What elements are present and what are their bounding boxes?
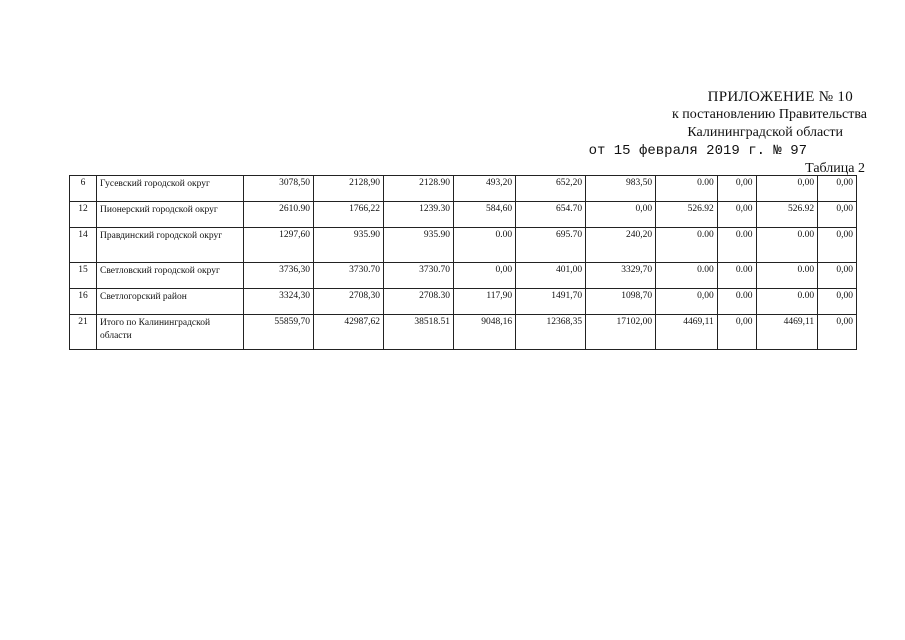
cell: 526.92 [756,202,818,228]
cell: 584,60 [453,202,515,228]
row-name: Светлогорский район [97,289,244,315]
row-name: Итого по Калининградской области [97,315,244,350]
cell: 0,00 [717,176,756,202]
row-number: 21 [70,315,97,350]
cell: 0.00 [656,228,718,263]
row-name: Пионерский городской округ [97,202,244,228]
table-label: Таблица 2 [805,161,865,176]
cell: 4469,11 [756,315,818,350]
cell: 17102,00 [586,315,656,350]
cell: 0.00 [453,228,515,263]
cell: 3078,50 [244,176,314,202]
cell: 935.90 [313,228,383,263]
cell: 0,00 [818,176,857,202]
cell: 1098,70 [586,289,656,315]
cell: 0,00 [717,315,756,350]
cell: 0.00 [717,289,756,315]
cell: 0.00 [717,263,756,289]
cell: 3730.70 [383,263,453,289]
cell: 240,20 [586,228,656,263]
cell: 0,00 [818,228,857,263]
table-row [70,176,857,202]
cell: 3730.70 [313,263,383,289]
table-row [70,263,857,289]
cell: 654.70 [516,202,586,228]
cell: 117,90 [453,289,515,315]
cell: 3329,70 [586,263,656,289]
cell: 526.92 [656,202,718,228]
cell: 1491,70 [516,289,586,315]
cell: 3324,30 [244,289,314,315]
cell: 0,00 [656,289,718,315]
cell: 3736,30 [244,263,314,289]
cell: 0.00 [756,263,818,289]
cell: 695.70 [516,228,586,263]
cell: 0.00 [756,289,818,315]
cell: 42987,62 [313,315,383,350]
cell: 983,50 [586,176,656,202]
table-row [70,228,857,263]
cell: 2128.90 [383,176,453,202]
row-number: 16 [70,289,97,315]
cell: 55859,70 [244,315,314,350]
cell: 2708.30 [383,289,453,315]
data-table [69,175,857,350]
cell: 0.00 [717,228,756,263]
cell: 12368,35 [516,315,586,350]
appendix-title: ПРИЛОЖЕНИЕ № 10 [707,89,853,105]
document-header [589,88,865,178]
row-name: Гусевский городской округ [97,176,244,202]
row-number: 12 [70,202,97,228]
row-name: Светловский городской округ [97,263,244,289]
table-row-total [70,315,857,350]
region-name: Калининградской области [687,125,843,140]
cell: 1239.30 [383,202,453,228]
cell: 0.00 [756,228,818,263]
cell: 0,00 [818,289,857,315]
row-number: 6 [70,176,97,202]
row-name: Правдинский городской округ [97,228,244,263]
cell: 1766,22 [313,202,383,228]
resolution-reference: к постановлению Правительства [671,107,867,122]
cell: 0.00 [656,176,718,202]
cell: 4469,11 [656,315,718,350]
cell: 935.90 [383,228,453,263]
cell: 9048,16 [453,315,515,350]
cell: 0,00 [818,263,857,289]
cell: 493,20 [453,176,515,202]
resolution-date: от 15 февраля 2019 г. № 97 [588,143,807,159]
cell: 0,00 [717,202,756,228]
row-number: 15 [70,263,97,289]
cell: 652,20 [516,176,586,202]
cell: 0,00 [453,263,515,289]
cell: 2708,30 [313,289,383,315]
cell: 0,00 [818,315,857,350]
table-row [70,289,857,315]
cell: 1297,60 [244,228,314,263]
cell: 2610.90 [244,202,314,228]
row-number: 14 [70,228,97,263]
cell: 0.00 [656,263,718,289]
cell: 0,00 [818,202,857,228]
table-row [70,202,857,228]
cell: 401,00 [516,263,586,289]
cell: 0,00 [756,176,818,202]
cell: 38518.51 [383,315,453,350]
cell: 2128,90 [313,176,383,202]
cell: 0,00 [586,202,656,228]
